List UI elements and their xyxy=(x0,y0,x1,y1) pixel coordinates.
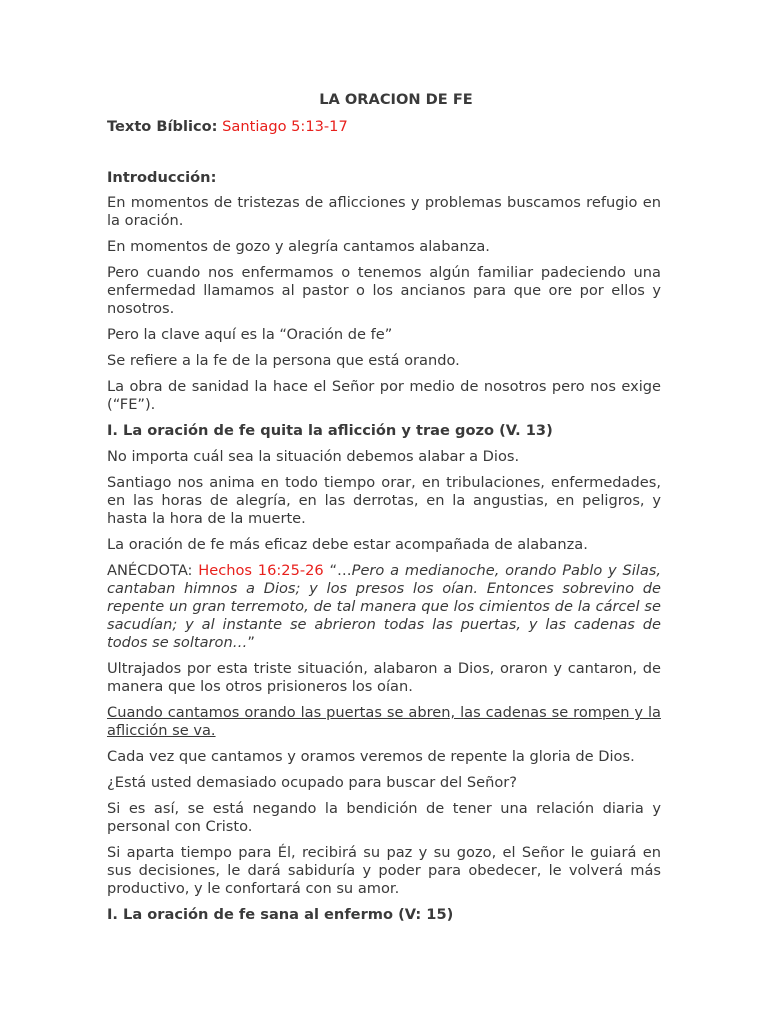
section-1-paragraph: Cada vez que cantamos y oramos veremos de repente la gloria de Dios. xyxy=(107,748,635,765)
section-1-paragraph: Santiago nos anima en todo tiempo orar, en tribulaciones, enfermedades, en las horas de alegría, en las derrotas, en la angustias, en peligros, y hasta la hora de la muerte. xyxy=(107,474,661,527)
anecdote-paragraph xyxy=(107,562,661,652)
section-1-paragraph: Si es así, se está negando la bendición de tener una relación diaria y personal con Cristo. xyxy=(107,800,661,835)
bible-text-label: Texto Bíblico: xyxy=(107,118,218,135)
anecdote-quote: Pero a medianoche, orando Pablo y Silas, cantaban himnos a Dios; y los presos los oían. Entonces sobrevino de repente un gran terremoto, de tal manera que los cimientos de la cárcel se sacudían; y al instante se abrieron todas las puertas, y las cadenas de todos se soltaron… xyxy=(107,562,662,651)
bible-text-reference: Santiago 5:13-17 xyxy=(222,118,348,135)
intro-paragraph: La obra de sanidad la hace el Señor por medio de nosotros pero nos exige (“FE”). xyxy=(107,378,661,413)
bible-text-line xyxy=(107,118,661,136)
section-2-heading: I. La oración de fe sana al enfermo (V: 15) xyxy=(107,906,454,923)
section-1-paragraph: La oración de fe más eficaz debe estar acompañada de alabanza. xyxy=(107,536,588,553)
document-title: LA ORACION DE FE xyxy=(319,91,473,108)
anecdote-label: ANÉCDOTA: xyxy=(107,562,193,579)
intro-paragraph: En momentos de tristezas de aflicciones y problemas buscamos refugio en la oración. xyxy=(107,194,661,229)
section-1-paragraph: Si aparta tiempo para Él, recibirá su paz y su gozo, el Señor le guiará en sus decisiones, le dará sabiduría y poder para obedecer, le volverá más productivo, y le confortará con su amor. xyxy=(107,844,661,897)
intro-paragraph: Pero la clave aquí es la “Oración de fe” xyxy=(107,326,393,343)
anecdote-quote-open: “… xyxy=(323,562,352,579)
underlined-statement: Cuando cantamos orando las puertas se abren, las cadenas se rompen y la aflicción se va. xyxy=(107,704,661,739)
section-1-paragraph: Ultrajados por esta triste situación, alabaron a Dios, oraron y cantaron, de manera que los otros prisioneros los oían. xyxy=(107,660,661,695)
intro-paragraph: Pero cuando nos enfermamos o tenemos algún familiar padeciendo una enfermedad llamamos al pastor o los ancianos para que ore por ellos y nosotros. xyxy=(107,264,661,317)
anecdote-quote-close: ” xyxy=(247,634,255,651)
section-1-paragraph: ¿Está usted demasiado ocupado para buscar del Señor? xyxy=(107,774,518,791)
section-1-paragraph: No importa cuál sea la situación debemos alabar a Dios. xyxy=(107,448,520,465)
intro-heading: Introducción: xyxy=(107,169,217,186)
anecdote-reference: Hechos 16:25-26 xyxy=(198,562,324,579)
intro-paragraph: Se refiere a la fe de la persona que está orando. xyxy=(107,352,460,369)
intro-paragraph: En momentos de gozo y alegría cantamos alabanza. xyxy=(107,238,490,255)
section-1-heading: I. La oración de fe quita la aflicción y trae gozo (V. 13) xyxy=(107,422,553,439)
